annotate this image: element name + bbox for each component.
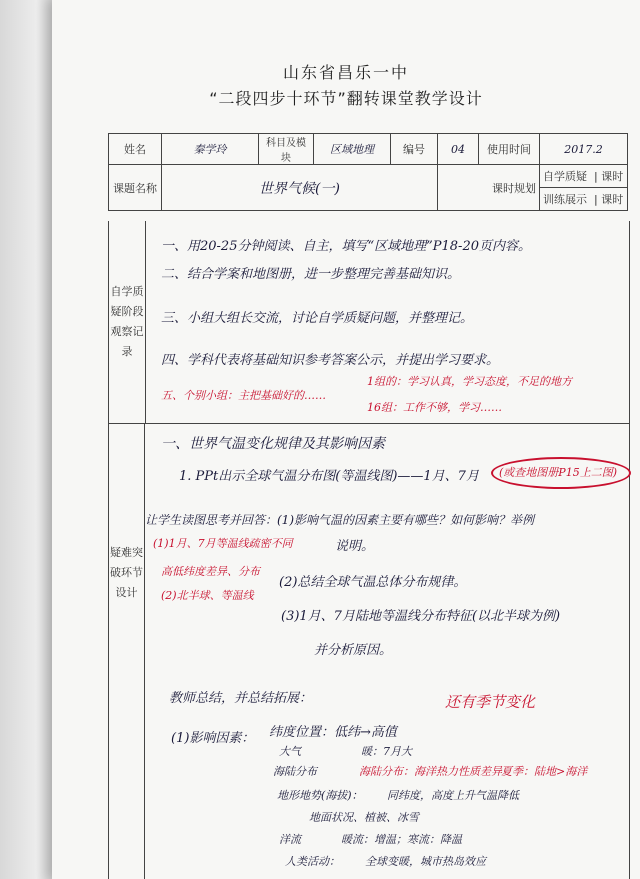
topic-label: 课题名称	[109, 165, 162, 211]
name-value: 秦学玲	[162, 134, 259, 165]
self-study-note-1: 五、个别小组：主把基础好的……	[161, 389, 326, 402]
red-small-1: 高低纬度差异、分布	[161, 565, 260, 578]
self-study-line-2: 二、结合学案和地图册，进一步整理完善基础知识。	[161, 267, 461, 282]
meta-table	[108, 133, 628, 211]
topic-value: 世界气候(一)	[162, 165, 438, 211]
annot-2: 海陆分布：海洋热力性质差异	[359, 765, 502, 778]
time-label: 使用时间	[479, 134, 540, 165]
time-value: 2017.2	[540, 134, 628, 165]
difficulty-line-5: (2)总结全球气温总体分布规律。	[279, 575, 467, 590]
number-label: 编号	[391, 134, 438, 165]
difficulty-line-9: (1)影响因素：	[171, 731, 255, 746]
atlas-note: (或查地图册P15上二图)	[499, 466, 617, 479]
number-value: 04	[438, 134, 479, 165]
subject-label: 科目及模块	[259, 134, 314, 165]
annot-4: 同纬度，高度上升气温降低	[387, 789, 519, 802]
self-study-note-2: 1组的：学习认真，学习态度，不足的地方	[367, 375, 572, 388]
document-page	[52, 0, 640, 879]
difficulty-line-13: 地形地势(海拔)：	[277, 789, 363, 802]
difficulty-line-8: 教师总结，并总结拓展：	[169, 691, 313, 706]
self-study-label: 自学质疑阶段观察记录	[109, 221, 146, 423]
document-title: “二段四步十环节”翻转课堂教学设计	[209, 89, 483, 108]
annot-7: 全球变暖，城市热岛效应	[365, 855, 486, 868]
school-name: 山东省昌乐一中	[282, 63, 409, 82]
extra-note: 还有季节变化	[445, 693, 536, 711]
self-study-note-3: 16组：工作不够，学习……	[367, 401, 502, 414]
training-period: 训练展示 | 课时	[540, 188, 628, 211]
difficulty-line-2: 1. PPt出示全球气温分布图(等温线图)——1月、7月	[179, 469, 479, 484]
self-study-period: 自学质疑 | 课时	[540, 165, 628, 188]
difficulty-line-4: 说明。	[335, 539, 375, 554]
name-label: 姓名	[109, 134, 162, 165]
annot-5: 地面状况、植被、冰雪	[309, 811, 419, 824]
difficulty-line-14: 洋流	[279, 833, 301, 846]
previous-page-edge	[0, 0, 52, 879]
schedule-label: 课时规划	[438, 165, 540, 211]
difficulty-line-11: 大气	[279, 745, 301, 758]
difficulty-line-12: 海陆分布	[273, 765, 317, 778]
difficulty-line-3: 让学生读图思考并回答：(1)影响气温的因素主要有哪些？如何影响？举例	[145, 513, 535, 527]
annot-6: 暖流：增温；寒流：降温	[341, 833, 462, 846]
self-study-line-4: 四、学科代表将基础知识参考答案公示，并提出学习要求。	[161, 353, 500, 368]
difficulty-line-6: (3)1月、7月陆地等温线分布特征(以北半球为例)	[281, 609, 561, 624]
self-study-line-3: 三、小组大组长交流，讨论自学质疑问题，并整理记。	[161, 311, 474, 326]
difficulty-line-7: 并分析原因。	[314, 643, 393, 658]
section-divider	[109, 423, 629, 424]
subject-value: 区域地理	[314, 134, 391, 165]
difficulty-label: 疑难突破环节设计	[109, 423, 145, 879]
annot-3: 夏季：陆地>海洋	[501, 765, 588, 778]
difficulty-line-10: 纬度位置：低纬→高值	[269, 725, 397, 740]
question-note: (1)1月、7月等温线疏密不同	[153, 537, 293, 550]
difficulty-line-15: 人类活动：	[285, 855, 340, 868]
main-table	[108, 221, 630, 879]
difficulty-line-1: 一、世界气温变化规律及其影响因素	[161, 436, 385, 452]
self-study-line-1: 一、用20-25分钟阅读、自主，填写“区域地理”P18-20页内容。	[161, 239, 531, 254]
annot-1: 暖：7月大	[361, 745, 412, 758]
red-small-2: (2)北半球、等温线	[161, 589, 254, 602]
